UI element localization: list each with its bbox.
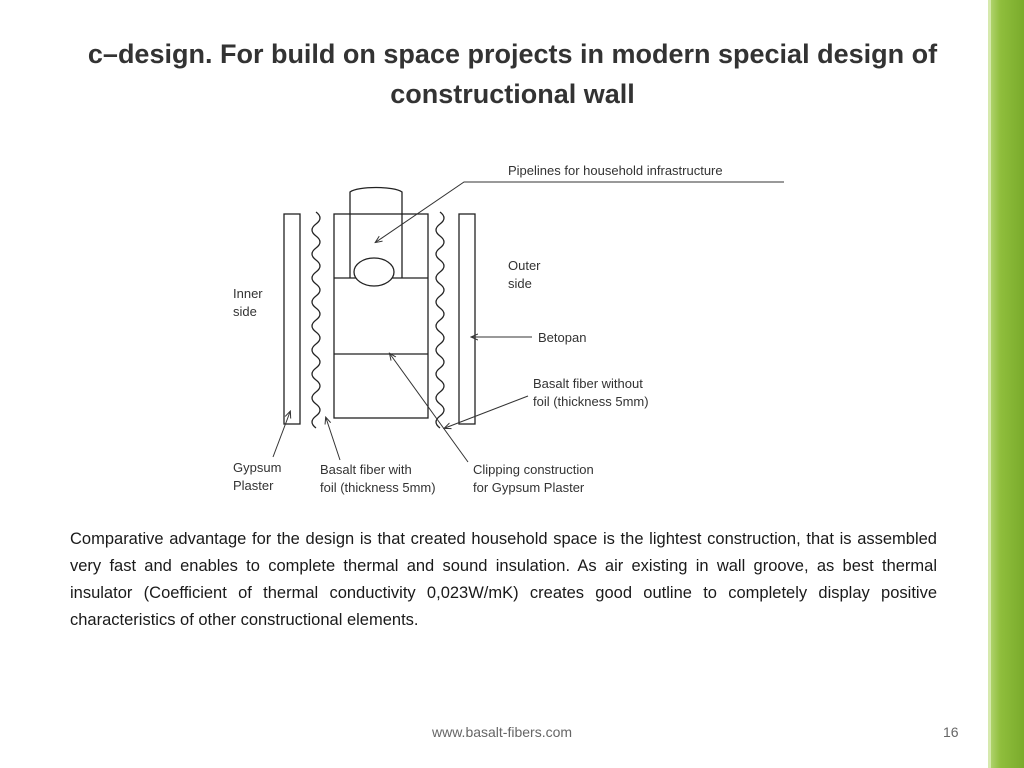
leader-clipping xyxy=(390,354,468,462)
leader-basalt-with xyxy=(326,418,340,460)
leader-basalt-without xyxy=(445,396,528,428)
pipe-cross-section xyxy=(354,258,394,286)
leader-gypsum xyxy=(273,412,290,457)
footer-url: www.basalt-fibers.com xyxy=(432,724,573,740)
slide-title: c–design. For build on space projects in modern special design of constructional wall xyxy=(87,39,938,109)
gypsum-plaster-panel xyxy=(284,214,300,424)
betopan-panel xyxy=(459,214,475,424)
label-clipping-line2: for Gypsum Plaster xyxy=(473,480,585,495)
label-inner-side-line1: Inner xyxy=(233,286,263,301)
label-outer-side-line1: Outer xyxy=(508,258,541,273)
body-paragraph: Comparative advantage for the design is that created household space is the lightest construction, that is assembled very fast and enables to complete thermal and sound insulation. As air existing in wall groove, as best thermal insulator (Coefficient of thermal conductivity 0,023W/mK) creates good outline to completely display positive characteristics of other constructional elements. xyxy=(70,530,937,629)
label-basalt-with-line1: Basalt fiber with xyxy=(320,462,412,477)
label-basalt-without-line2: foil (thickness 5mm) xyxy=(533,394,649,409)
label-basalt-without-line1: Basalt fiber without xyxy=(533,376,643,391)
label-gypsum-line1: Gypsum xyxy=(233,460,282,475)
label-basalt-with-line2: foil (thickness 5mm) xyxy=(320,480,436,495)
label-clipping-line1: Clipping construction xyxy=(473,462,594,477)
label-betopan: Betopan xyxy=(538,330,587,345)
page-number: 16 xyxy=(943,724,959,740)
basalt-without-foil-wave xyxy=(436,212,444,428)
label-pipelines: Pipelines for household infrastructure xyxy=(508,163,723,178)
basalt-with-foil-wave xyxy=(312,212,320,428)
label-outer-side-line2: side xyxy=(508,276,532,291)
label-inner-side-line2: side xyxy=(233,304,257,319)
label-gypsum-line2: Plaster xyxy=(233,478,274,493)
